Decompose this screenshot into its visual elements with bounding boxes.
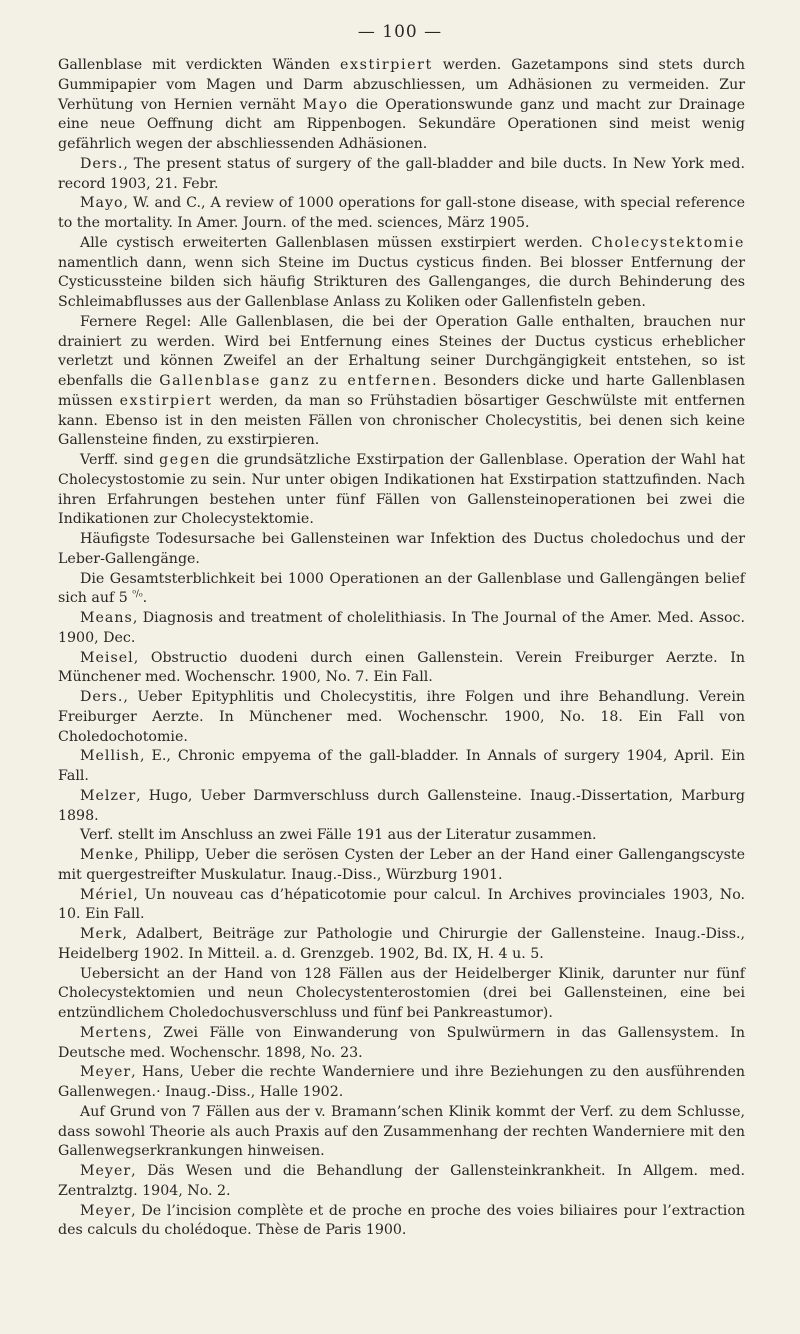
text-segment: ⁰/₀ — [132, 589, 143, 600]
bibliography-entry — [58, 1063, 745, 1103]
text-segment: , Zwei Fälle von Einwanderung von Spulwürmern in das Gallensystem. In Deutsche med. Wochenschr. 1898, No. 23. — [58, 1024, 745, 1061]
emphasized-text: Gallenblase ganz zu entfernen — [159, 373, 433, 389]
bibliography-entry — [58, 609, 745, 649]
text-segment: Fernere Regel: Alle Gallenblasen, die bei der Operation Galle enthalten, brauchen nur drainiert zu werden. Wird bei Entfernung eines Steines der Ductus cysticus erheblicher verletzt und können Zweifel an der Erhaltung seiner Durchgängigkeit entstehen, so ist ebenfalls die — [58, 313, 745, 389]
text-segment: , Adalbert, Beiträge zur Pathologie und Chirurgie der Gallensteine. Inaug.-Diss., Heidelberg 1902. In Mitteil. a. d. Grenzgeb. 1902, Bd. IX, H. 4 u. 5. — [58, 926, 745, 962]
text-segment: , Philipp, Ueber die serösen Cysten der Leber an der Hand einer Gallengangscyste mit quergestreifter Muskulatur. Inaug.-Diss., Würzburg 1901. — [58, 847, 745, 883]
text-segment: . Besonders dicke und harte Gallenblasen müssen — [58, 373, 745, 409]
text-segment: namentlich dann, wenn sich Steine im Ductus cysticus finden. Bei blosser Entfernung der Cysticussteine bilden sich häufig Strikturen des Gallenganges, die durch Behinderung des Schleimabflusses aus der Gallenblase Anlass zu Koliken oder Gallenfisteln geben. — [58, 254, 745, 310]
author-name: Mayo — [80, 195, 124, 212]
bibliography-entry — [58, 649, 745, 689]
text-segment: Verff. sind — [80, 452, 160, 468]
page-body — [58, 56, 745, 1241]
emphasized-text: Mayo — [302, 96, 349, 113]
bibliography-entry — [58, 787, 745, 827]
author-name: Meyer — [80, 1202, 132, 1219]
emphasized-text: exstirpiert — [119, 392, 213, 409]
bibliography-entry — [58, 313, 745, 451]
page-number: — 100 — — [357, 22, 443, 42]
text-segment: Gallenblase mit verdickten Wänden — [58, 57, 340, 73]
text-segment: , The present status of surgery of the gall-bladder and bile ducts. In New York med. record 1903, 21. Febr. — [58, 155, 745, 192]
bibliography-entry — [58, 688, 745, 747]
author-name: Mériel — [80, 886, 134, 903]
bibliography-entry — [58, 1024, 745, 1064]
author-name: Meisel — [80, 649, 134, 666]
bibliography-entry — [58, 155, 745, 195]
bibliography-entry — [58, 747, 745, 787]
emphasized-text: exstirpiert — [339, 57, 433, 73]
author-name: Merk — [80, 926, 123, 942]
continued-paragraph — [58, 56, 745, 155]
bibliography-entry — [58, 194, 745, 234]
text-segment: . — [142, 590, 148, 607]
author-name: Means — [80, 610, 133, 626]
author-name: Ders. — [80, 155, 124, 172]
bibliography-entry — [58, 451, 745, 530]
bibliography-entry — [58, 1162, 745, 1202]
bibliography-entry — [58, 965, 745, 1024]
text-segment: , E., Chronic empyema of the gall-bladder. In Annals of surgery 1904, April. Ein Fall. — [58, 748, 745, 784]
text-segment: , Diagnosis and treatment of cholelithiasis. In The Journal of the Amer. Med. Assoc. 1900, Dec. — [58, 610, 745, 646]
author-name: Meyer — [80, 1163, 132, 1179]
text-segment: Die Gesamtsterblichkeit bei 1000 Operationen an der Gallenblase und Gallengängen belief sich auf 5 — [58, 570, 745, 607]
bibliography-entry — [58, 846, 745, 886]
bibliography-entry — [58, 234, 745, 313]
text-segment: , De l’incision complète et de proche en proche des voies biliaires pour l’extraction des calculs du cholédoque. Thèse de Paris 1900. — [58, 1202, 745, 1239]
bibliography-entry — [58, 1103, 745, 1162]
author-name: Meyer — [80, 1064, 132, 1081]
text-segment: , Hugo, Ueber Darmverschluss durch Gallensteine. Inaug.-Dissertation, Marburg 1898. — [58, 787, 745, 824]
text-segment: , Un nouveau cas d’hépaticotomie pour calcul. In Archives provinciales 1903, No. 10. Ein Fall. — [58, 886, 745, 923]
bibliography-entry — [58, 530, 745, 570]
text-segment: werden, da man so Frühstadien bösartiger Geschwülste mit entfernen kann. Ebenso ist in den meisten Fällen von chronischer Cholecystitis, bei denen sich keine Gallensteine finden, zu exstirpieren. — [58, 392, 745, 449]
author-name: Menke — [80, 847, 135, 863]
text-segment: Verf. stellt im Anschluss an zwei Fälle 191 aus der Literatur zusammen. — [80, 827, 597, 844]
text-segment: werden. Gazetampons sind stets durch Gummipapier vom Magen und Darm abzuschliessen, um Adhäsionen zu vermeiden. Zur Verhütung von Hernien vernäht — [58, 57, 745, 113]
author-name: Mellish — [80, 748, 140, 765]
bibliography-entry — [58, 826, 745, 846]
text-segment: Auf Grund von 7 Fällen aus der v. Bramann’schen Klinik kommt der Verf. zu dem Schlusse, dass sowohl Theorie als auch Praxis auf den Zusammenhang der rechten Wanderniere mit den Gallenwegserkrankungen hinweisen. — [58, 1103, 745, 1160]
text-segment: die Operationswunde ganz und macht zur Drainage eine neue Oeffnung dicht am Rippenbogen. Sekundäre Operationen sind meist wenig gefährlich wegen der abschliessenden Adhäsionen. — [58, 96, 746, 152]
emphasized-text: gegen — [159, 452, 212, 468]
bibliography-entry — [58, 886, 745, 926]
bibliography-entry — [58, 570, 745, 610]
text-segment: Uebersicht an der Hand von 128 Fällen aus der Heidelberger Klinik, darunter nur fünf Cholecystektomien und neun Cholecystenterostomien (drei bei Gallensteinen, eine bei entzündlichem Choledochusverschluss und fünf bei Pankreastumor). — [58, 965, 745, 1021]
author-name: Melzer — [80, 787, 137, 804]
text-segment: , Hans, Ueber die rechte Wanderniere und ihre Beziehungen zu den ausführenden Gallenwegen.· Inaug.-Diss., Halle 1902. — [58, 1064, 745, 1100]
author-name: Mertens — [80, 1024, 148, 1041]
author-name: Ders. — [80, 689, 124, 705]
text-segment: Häufigste Todesursache bei Gallensteinen war Infektion des Ductus choledochus und der Leber-Gallengänge. — [58, 531, 745, 567]
text-segment: , Ueber Epityphlitis und Cholecystitis, ihre Folgen und ihre Behandlung. Verein Freiburger Aerzte. In Münchener med. Wochenschr. 1900, No. 18. Ein Fall von Choledochotomie. — [58, 689, 745, 745]
text-segment: , W. and C., A review of 1000 operations for gall-stone disease, with special reference to the mortality. In Amer. Journ. of the med. sciences, März 1905. — [58, 195, 745, 231]
bibliography-entry — [58, 1202, 745, 1242]
emphasized-text: Cholecystektomie — [591, 234, 745, 251]
bibliography-entry — [58, 925, 745, 965]
text-segment: , Obstructio duodeni durch einen Gallenstein. Verein Freiburger Aerzte. In Münchener med. Wochenschr. 1900, No. 7. Ein Fall. — [58, 649, 745, 686]
text-segment: die grundsätzliche Exstirpation der Gallenblase. Operation der Wahl hat Cholecystostomie zu sein. Nur unter obigen Indikationen hat Exstirpation stattzufinden. Nach ihren Erfahrungen bestehen unter fünf Fällen von Gallensteinoperationen bei zwei die Indikationen zur Cholecystektomie. — [58, 452, 745, 528]
text-segment: Alle cystisch erweiterten Gallenblasen müssen exstirpiert werden. — [80, 234, 592, 251]
text-segment: , Däs Wesen und die Behandlung der Gallensteinkrankheit. In Allgem. med. Zentralztg. 1904, No. 2. — [58, 1163, 745, 1199]
